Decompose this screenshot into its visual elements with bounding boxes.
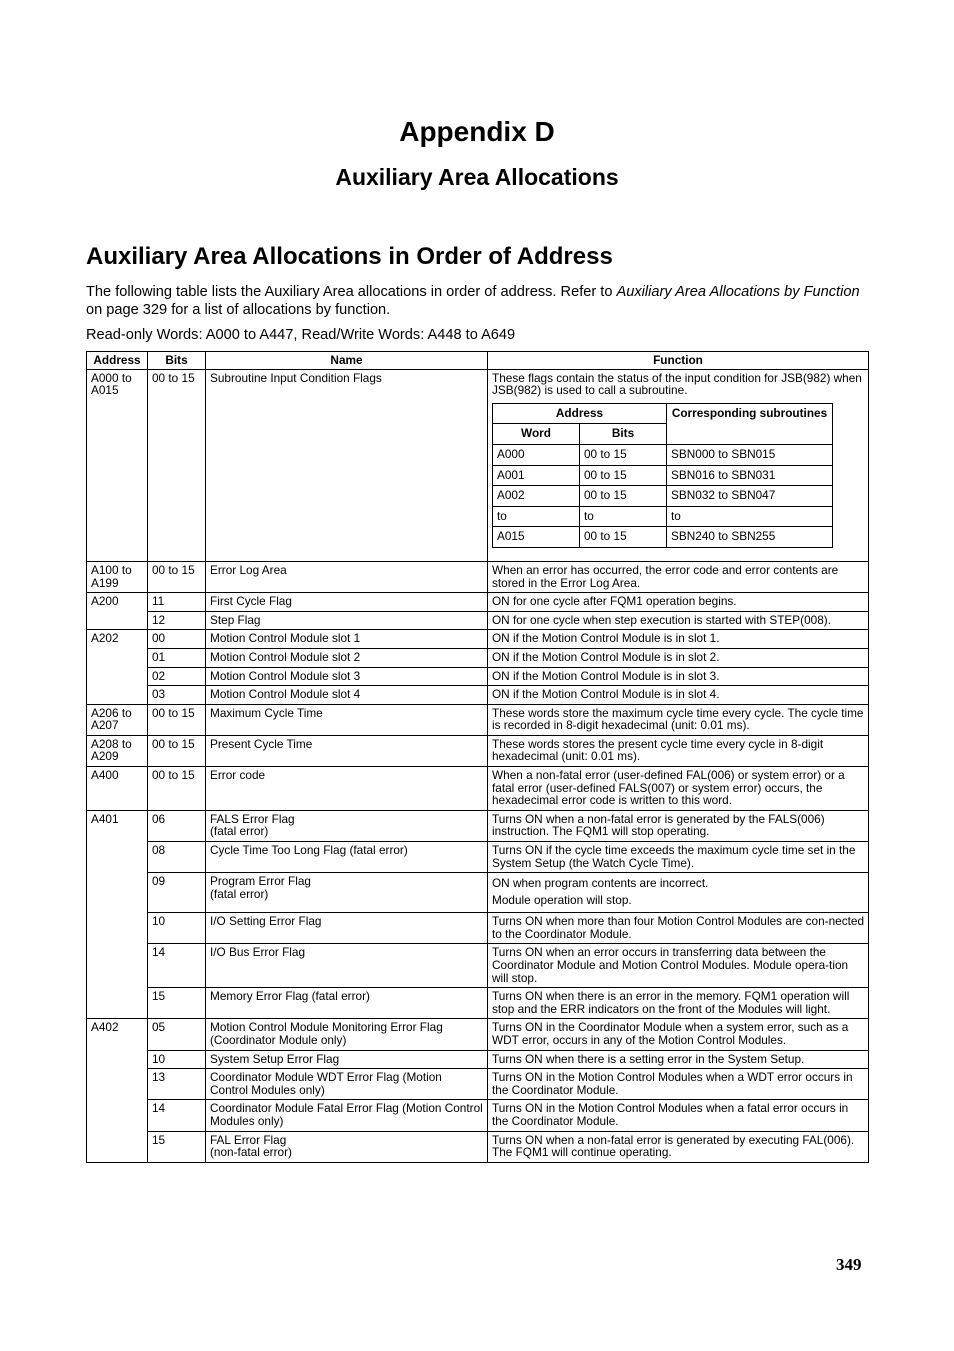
header-bits: Bits <box>148 352 206 370</box>
cell-name: I/O Bus Error Flag <box>206 944 488 988</box>
cell-address: A206 to A207 <box>87 704 148 735</box>
intro-text: The following table lists the Auxiliary Area allocations in order of address. Refer to <box>86 284 617 300</box>
header-function: Function <box>488 352 869 370</box>
cell-function <box>488 369 869 561</box>
sub-bits: 00 to 15 <box>580 444 667 465</box>
cell-name: Memory Error Flag (fatal error) <box>206 988 488 1019</box>
intro-link-title: Auxiliary Area Allocations by Function <box>616 284 860 300</box>
sub-bits: 00 to 15 <box>580 486 667 507</box>
table-row <box>87 944 869 988</box>
cell-function: These words stores the present cycle time every cycle in 8-digit hexadecimal (unit: 0.01 ms). <box>488 735 869 766</box>
sub-row <box>493 506 833 527</box>
cell-function: When a non-fatal error (user-defined FAL(006) or system error) or a fatal error (user-defined FALS(007) or system error) occurs, the hexadecimal error code is written to this word. <box>488 767 869 811</box>
table-row <box>87 842 869 873</box>
cell-bits: 00 <box>148 630 206 649</box>
cell-name: Maximum Cycle Time <box>206 704 488 735</box>
intro-text-end: on page 329 for a list of allocations by function. <box>86 302 391 318</box>
sub-row <box>493 444 833 465</box>
sub-sbn: SBN000 to SBN015 <box>667 444 833 465</box>
table-row <box>87 810 869 841</box>
cell-name: Present Cycle Time <box>206 735 488 766</box>
function-text: These flags contain the status of the input condition for JSB(982) when JSB(982) is used to call a subroutine. <box>492 370 862 398</box>
sub-word: to <box>493 506 580 527</box>
cell-name: Subroutine Input Condition Flags <box>206 369 488 561</box>
cell-address: A000 to A015 <box>87 369 148 561</box>
appendix-subtitle: Auxiliary Area Allocations <box>335 164 619 190</box>
cell-bits: 00 to 15 <box>148 561 206 592</box>
cell-name: Motion Control Module slot 3 <box>206 667 488 686</box>
table-row <box>87 913 869 944</box>
cell-bits: 15 <box>148 1131 206 1162</box>
cell-name: Coordinator Module Fatal Error Flag (Motion Control Modules only) <box>206 1100 488 1131</box>
table-row <box>87 630 869 649</box>
cell-function: ON when program contents are incorrect. Module operation will stop. <box>488 873 869 913</box>
sub-sbn: SBN240 to SBN255 <box>667 527 833 548</box>
cell-function: ON if the Motion Control Module is in slot 3. <box>488 667 869 686</box>
cell-bits: 12 <box>148 611 206 630</box>
section-title: Auxiliary Area Allocations in Order of Address <box>86 243 613 270</box>
table-row <box>87 767 869 811</box>
allocation-table <box>86 351 869 1163</box>
subroutine-table <box>492 403 833 548</box>
sub-row <box>493 486 833 507</box>
sub-bits: to <box>580 506 667 527</box>
cell-function: Turns ON when more than four Motion Control Modules are con-nected to the Coordinator Module. <box>488 913 869 944</box>
cell-bits: 14 <box>148 1100 206 1131</box>
cell-function: Turns ON when there is an error in the memory. FQM1 operation will stop and the ERR indicators on the front of the Modules will light. <box>488 988 869 1019</box>
table-row <box>87 1100 869 1131</box>
table-row <box>87 369 869 561</box>
cell-function: These words store the maximum cycle time every cycle. The cycle time is recorded in 8-digit hexadecimal (unit: 0.01 ms). <box>488 704 869 735</box>
sub-header-bits: Bits <box>580 424 667 445</box>
cell-address: A400 <box>87 767 148 811</box>
cell-name: Motion Control Module Monitoring Error Flag (Coordinator Module only) <box>206 1019 488 1050</box>
sub-bits: 00 to 15 <box>580 527 667 548</box>
cell-function: ON if the Motion Control Module is in slot 4. <box>488 686 869 705</box>
table-row <box>87 988 869 1019</box>
sub-word: A001 <box>493 465 580 486</box>
read-write-words: Read-only Words: A000 to A447, Read/Write Words: A448 to A649 <box>86 327 516 343</box>
cell-name: Coordinator Module WDT Error Flag (Motion Control Modules only) <box>206 1069 488 1100</box>
table-row <box>87 686 869 705</box>
cell-function: ON if the Motion Control Module is in slot 2. <box>488 648 869 667</box>
cell-name: Motion Control Module slot 1 <box>206 630 488 649</box>
cell-function: ON for one cycle after FQM1 operation begins. <box>488 593 869 612</box>
table-row <box>87 873 869 913</box>
cell-name: Motion Control Module slot 2 <box>206 648 488 667</box>
sub-header-row <box>493 403 833 424</box>
cell-function: Turns ON if the cycle time exceeds the maximum cycle time set in the System Setup (the Watch Cycle Time). <box>488 842 869 873</box>
cell-function: Turns ON when an error occurs in transferring data between the Coordinator Module and Motion Control Modules. Module opera-tion will stop. <box>488 944 869 988</box>
sub-sbn: SBN032 to SBN047 <box>667 486 833 507</box>
cell-bits: 10 <box>148 1050 206 1069</box>
cell-address: A208 to A209 <box>87 735 148 766</box>
table-row <box>87 704 869 735</box>
table-row <box>87 648 869 667</box>
cell-address: A402 <box>87 1019 148 1162</box>
cell-name: Program Error Flag (fatal error) <box>206 873 488 913</box>
table-row <box>87 667 869 686</box>
cell-function: When an error has occurred, the error code and error contents are stored in the Error Log Area. <box>488 561 869 592</box>
sub-word: A000 <box>493 444 580 465</box>
cell-address: A401 <box>87 810 148 1019</box>
header-name: Name <box>206 352 488 370</box>
cell-bits: 05 <box>148 1019 206 1050</box>
cell-function: Turns ON in the Coordinator Module when a system error, such as a WDT error, occurs in any of the Motion Control Modules. <box>488 1019 869 1050</box>
table-row <box>87 593 869 612</box>
cell-function: Turns ON when there is a setting error in the System Setup. <box>488 1050 869 1069</box>
cell-name: I/O Setting Error Flag <box>206 913 488 944</box>
appendix-title: Appendix D <box>399 116 555 147</box>
sub-bits: 00 to 15 <box>580 465 667 486</box>
cell-bits: 00 to 15 <box>148 767 206 811</box>
sub-sbn: to <box>667 506 833 527</box>
table-row <box>87 1069 869 1100</box>
subroutine-table-wrap <box>492 397 864 558</box>
table-row <box>87 1131 869 1162</box>
table-row <box>87 735 869 766</box>
cell-name: First Cycle Flag <box>206 593 488 612</box>
cell-address: A200 <box>87 593 148 630</box>
cell-bits: 13 <box>148 1069 206 1100</box>
cell-function: Turns ON in the Motion Control Modules when a WDT error occurs in the Coordinator Module. <box>488 1069 869 1100</box>
table-row <box>87 611 869 630</box>
sub-word: A015 <box>493 527 580 548</box>
cell-name: FAL Error Flag (non-fatal error) <box>206 1131 488 1162</box>
cell-name: Cycle Time Too Long Flag (fatal error) <box>206 842 488 873</box>
cell-bits: 00 to 15 <box>148 735 206 766</box>
table-row <box>87 1050 869 1069</box>
cell-bits: 14 <box>148 944 206 988</box>
cell-name: Motion Control Module slot 4 <box>206 686 488 705</box>
cell-function: ON for one cycle when step execution is started with STEP(008). <box>488 611 869 630</box>
table-row <box>87 561 869 592</box>
sub-sbn: SBN016 to SBN031 <box>667 465 833 486</box>
cell-name: Error code <box>206 767 488 811</box>
cell-bits: 15 <box>148 988 206 1019</box>
sub-row <box>493 465 833 486</box>
cell-name: FALS Error Flag (fatal error) <box>206 810 488 841</box>
cell-bits: 01 <box>148 648 206 667</box>
cell-address: A100 to A199 <box>87 561 148 592</box>
cell-bits: 10 <box>148 913 206 944</box>
cell-name: Step Flag <box>206 611 488 630</box>
sub-row <box>493 527 833 548</box>
sub-header-address: Address <box>493 403 667 424</box>
sub-word: A002 <box>493 486 580 507</box>
cell-name: Error Log Area <box>206 561 488 592</box>
cell-bits: 02 <box>148 667 206 686</box>
cell-bits: 08 <box>148 842 206 873</box>
sub-header-word: Word <box>493 424 580 445</box>
cell-name: System Setup Error Flag <box>206 1050 488 1069</box>
cell-bits: 11 <box>148 593 206 612</box>
cell-function: Turns ON when a non-fatal error is generated by the FALS(006) instruction. The FQM1 will stop operating. <box>488 810 869 841</box>
cell-bits: 09 <box>148 873 206 913</box>
intro-paragraph <box>86 283 876 319</box>
sub-header-corresponding: Corresponding subroutines <box>667 403 833 444</box>
cell-function: Turns ON in the Motion Control Modules when a fatal error occurs in the Coordinator Module. <box>488 1100 869 1131</box>
cell-bits: 06 <box>148 810 206 841</box>
cell-function: Turns ON when a non-fatal error is generated by executing FAL(006). The FQM1 will continue operating. <box>488 1131 869 1162</box>
cell-function: ON if the Motion Control Module is in slot 1. <box>488 630 869 649</box>
table-header-row <box>87 352 869 370</box>
cell-bits: 00 to 15 <box>148 704 206 735</box>
header-address: Address <box>87 352 148 370</box>
cell-bits: 03 <box>148 686 206 705</box>
cell-address: A202 <box>87 630 148 704</box>
cell-bits: 00 to 15 <box>148 369 206 561</box>
table-row <box>87 1019 869 1050</box>
page-number: 349 <box>836 1255 862 1274</box>
